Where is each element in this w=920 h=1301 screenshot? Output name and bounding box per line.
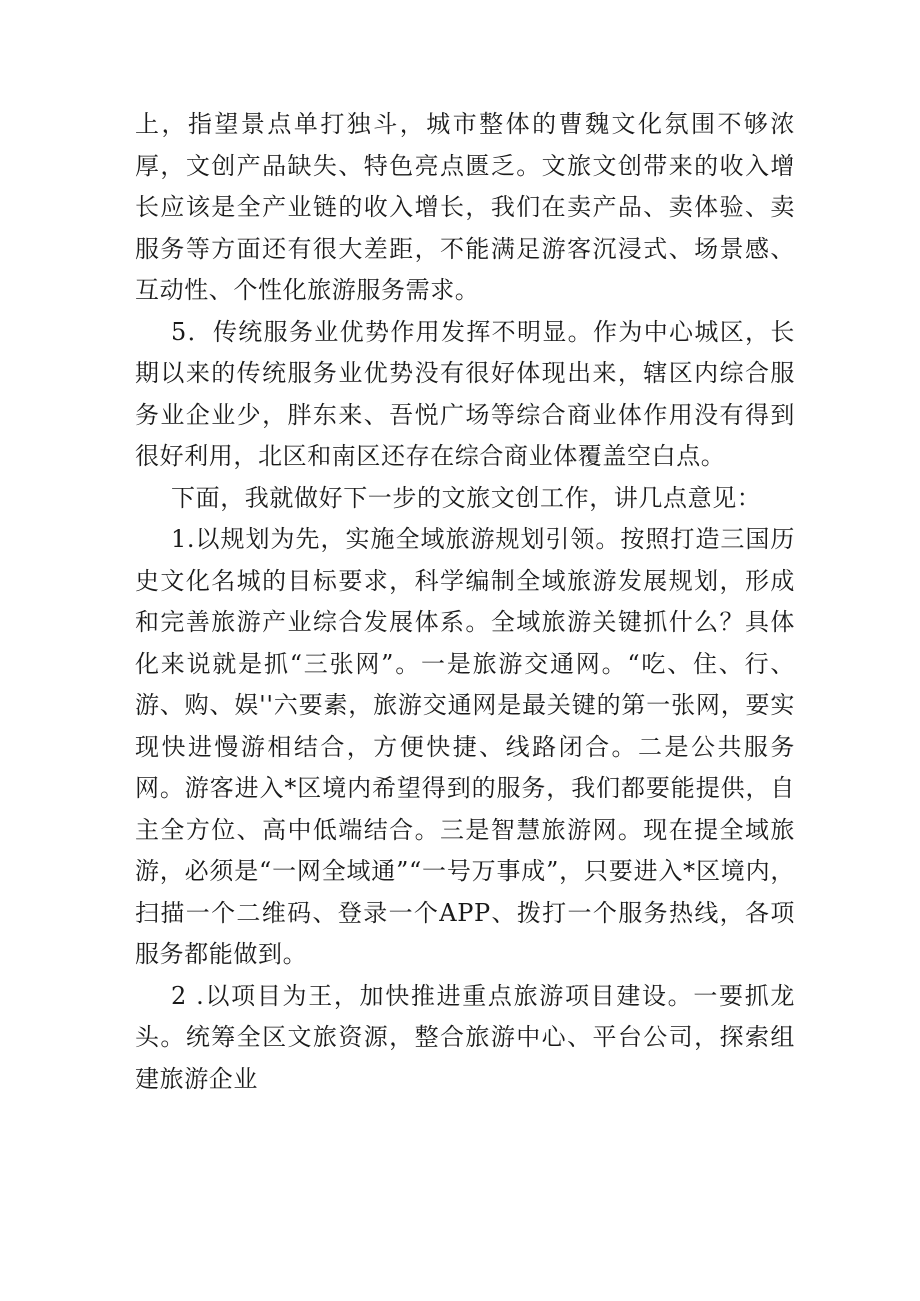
paragraph-continuation: 上，指望景点单打独斗，城市整体的曹魏文化氛围不够浓厚，文创产品缺失、特色亮点匮乏。文旅文创带来的收入增长应该是全产业链的收入增长，我们在卖产品、卖体验、卖服务等方面还有很大差距，不能满足游客沉浸式、场景感、互动性、个性化旅游服务需求。 xyxy=(135,110,795,304)
paragraph-opinions-intro: 下面，我就做好下一步的文旅文创工作，讲几点意见： xyxy=(171,483,762,512)
paragraph-project-king: 2 .以项目为王，加快推进重点旅游项目建设。一要抓龙头。统筹全区文旅资源，整合旅游中心、平台公司，探索组建旅游企业 xyxy=(135,981,795,1093)
paragraph-planning-first: 1.以规划为先，实施全域旅游规划引领。按照打造三国历史文化名城的目标要求，科学编制全域旅游发展规划，形成和完善旅游产业综合发展体系。全域旅游关键抓什么？具体化来说就是抓“三张网”。一是旅游交通网。“吃、住、行、游、购、娱''六要素，旅游交通网是最关键的第一张网，要实现快进慢游相结合，方便快捷、线路闭合。二是公共服务网。游客进入*区境内希望得到的服务，我们都要能提供，自主全方位、高中低端结合。三是智慧旅游网。现在提全域旅游，必须是“一网全域通”“一号万事成”，只要进入*区境内，扫描一个二维码、登录一个APP、拨打一个服务热线，各项服务都能做到。 xyxy=(135,525,795,968)
paragraph-traditional-services: 5．传统服务业优势作用发挥不明显。作为中心城区，长期以来的传统服务业优势没有很好体现出来，辖区内综合服务业企业少，胖东来、吾悦广场等综合商业体作用没有得到很好利用，北区和南区还存在综合商业体覆盖空白点。 xyxy=(135,317,795,470)
document-body xyxy=(135,104,795,1100)
